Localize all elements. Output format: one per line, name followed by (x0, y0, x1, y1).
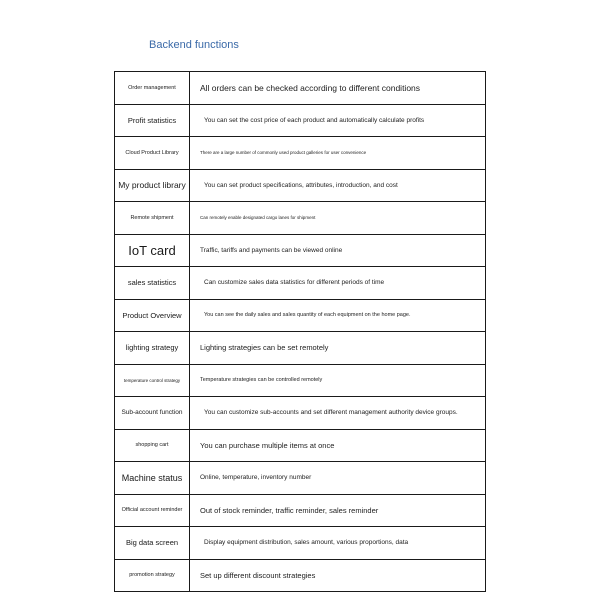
table-row (115, 267, 486, 300)
table-row (115, 397, 486, 430)
function-description: Can remotely enable designated cargo lanes for shipment (190, 202, 486, 235)
table-row (115, 72, 486, 105)
table-row (115, 299, 486, 332)
function-description: Temperature strategies can be controlled remotely (190, 364, 486, 397)
table-row (115, 429, 486, 462)
function-name: Product Overview (115, 299, 190, 332)
function-description: All orders can be checked according to different conditions (190, 72, 486, 105)
table-row (115, 494, 486, 527)
table-row (115, 202, 486, 235)
function-name: lighting strategy (115, 332, 190, 365)
function-description: You can see the daily sales and sales quantity of each equipment on the home page. (190, 299, 486, 332)
function-name: My product library (115, 169, 190, 202)
table-row (115, 332, 486, 365)
backend-functions-table (114, 71, 486, 592)
table-row (115, 364, 486, 397)
function-name: Sub-account function (115, 397, 190, 430)
table-row (115, 527, 486, 560)
function-name: temperature control strategy (115, 364, 190, 397)
function-name: Remote shipment (115, 202, 190, 235)
function-description: You can customize sub-accounts and set different management authority device groups. (190, 397, 486, 430)
function-name: sales statistics (115, 267, 190, 300)
function-description: Display equipment distribution, sales amount, various proportions, data (190, 527, 486, 560)
function-name: IoT card (115, 234, 190, 267)
function-name: Machine status (115, 462, 190, 495)
function-name: promotion strategy (115, 559, 190, 592)
function-description: Set up different discount strategies (190, 559, 486, 592)
function-description: You can set the cost price of each product and automatically calculate profits (190, 104, 486, 137)
function-name: shopping cart (115, 429, 190, 462)
function-description: Lighting strategies can be set remotely (190, 332, 486, 365)
function-description: Traffic, tariffs and payments can be viewed online (190, 234, 486, 267)
function-description: You can purchase multiple items at once (190, 429, 486, 462)
document-title: Backend functions (149, 39, 239, 51)
function-name: Cloud Product Library (115, 137, 190, 170)
function-description: Online, temperature, inventory number (190, 462, 486, 495)
table-row (115, 559, 486, 592)
function-name: Profit statistics (115, 104, 190, 137)
function-name: Order management (115, 72, 190, 105)
function-description: Out of stock reminder, traffic reminder, sales reminder (190, 494, 486, 527)
table-row (115, 462, 486, 495)
table-row (115, 137, 486, 170)
function-name: Official account reminder (115, 494, 190, 527)
table-row (115, 234, 486, 267)
table-row (115, 169, 486, 202)
function-description: Can customize sales data statistics for different periods of time (190, 267, 486, 300)
function-description: There are a large number of commonly used product galleries for user convenience (190, 137, 486, 170)
table-row (115, 104, 486, 137)
function-description: You can set product specifications, attributes, introduction, and cost (190, 169, 486, 202)
function-name: Big data screen (115, 527, 190, 560)
